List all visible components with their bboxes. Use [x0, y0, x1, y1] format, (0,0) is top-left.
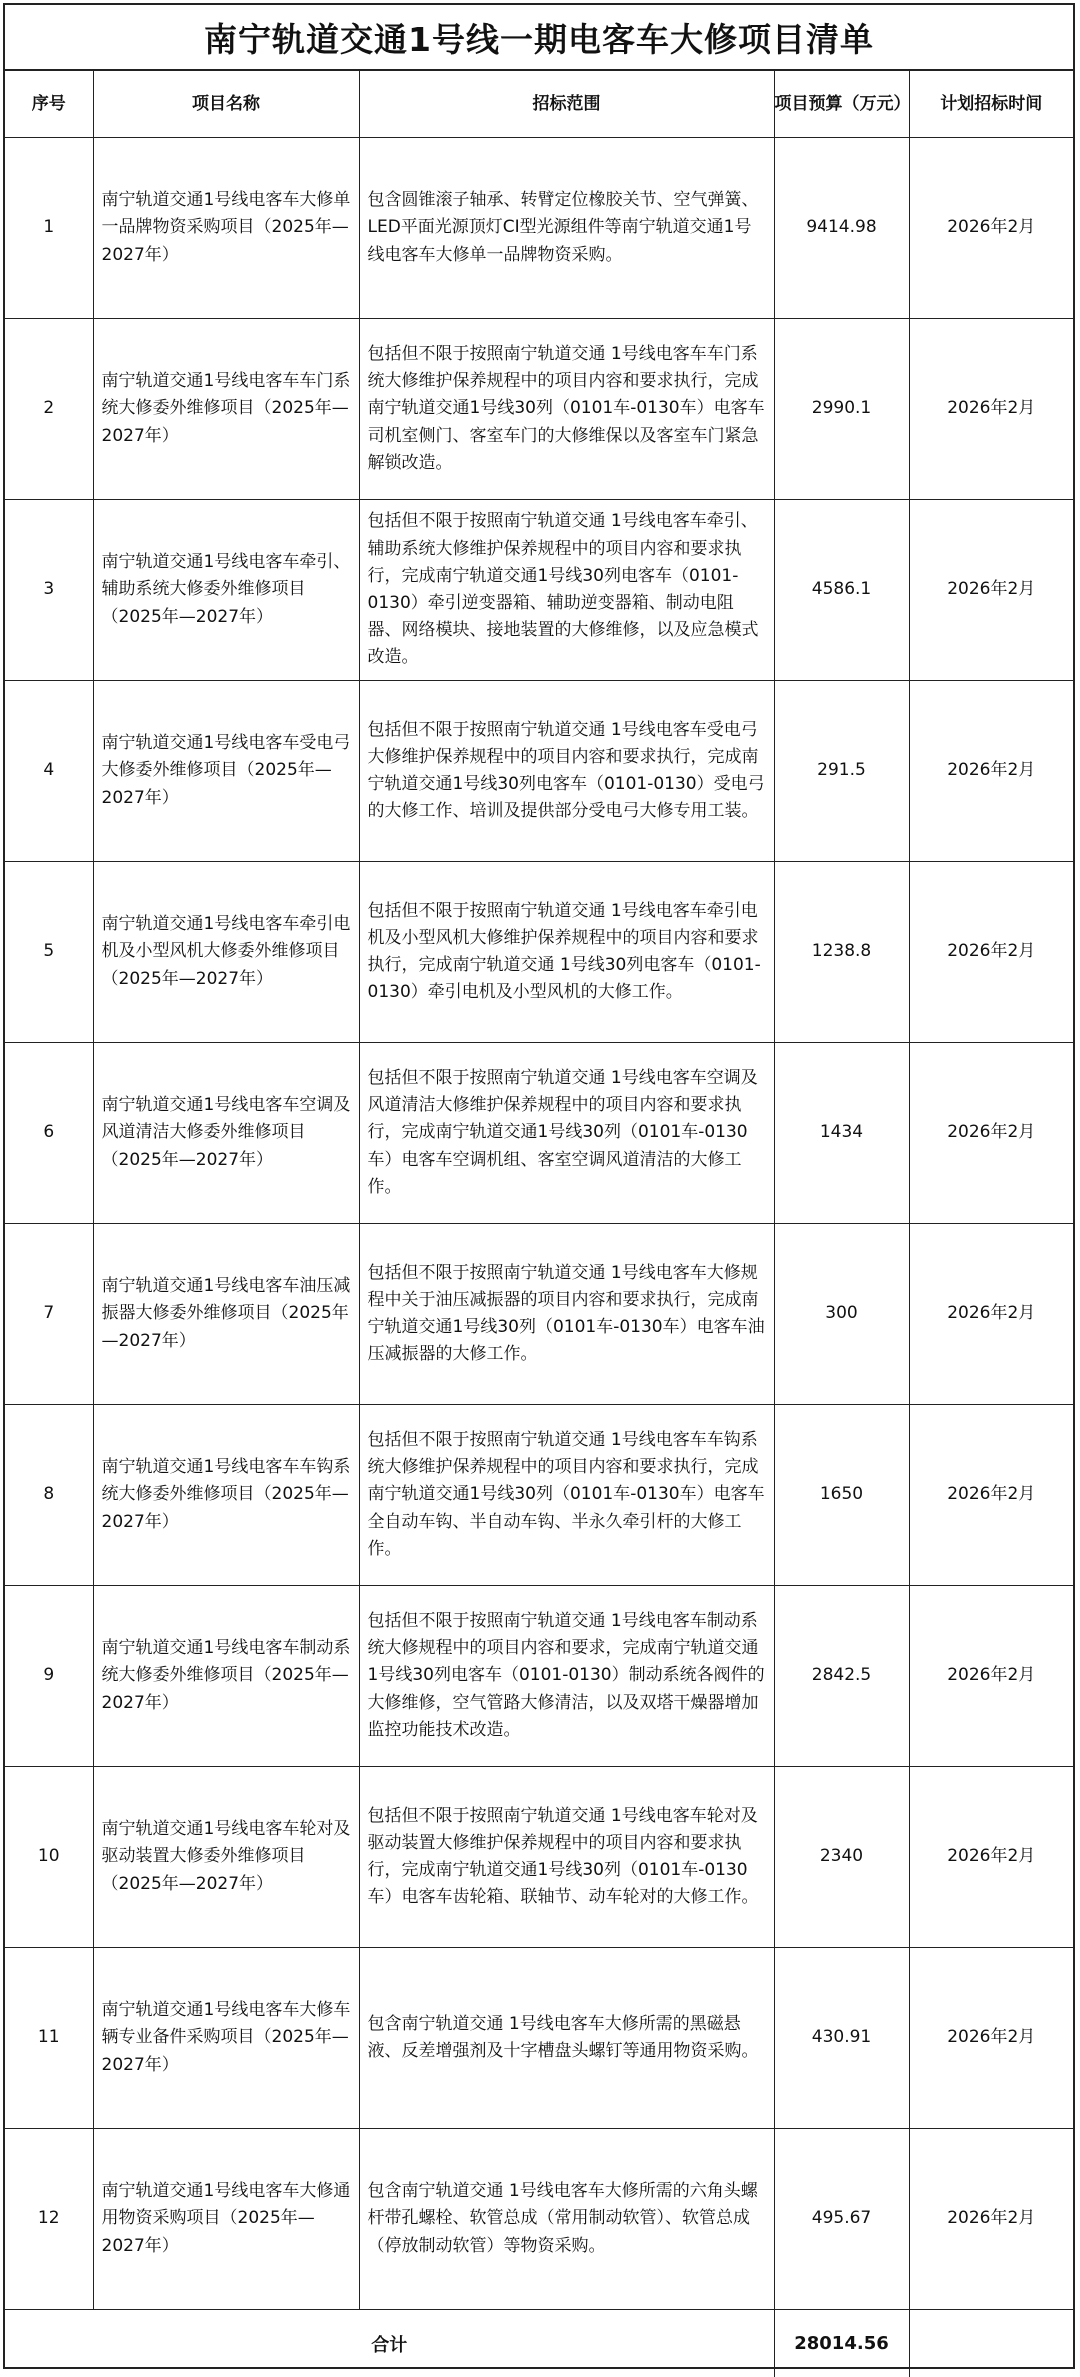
row-project-name: 南宁轨道交通1号线电客车油压减振器大修委外维修项目（2025年—2027年） — [93, 1224, 359, 1405]
table-row — [5, 1043, 1073, 1224]
row-time: 2026年2月 — [909, 319, 1073, 500]
row-seq: 5 — [5, 862, 93, 1043]
header-time-label: 计划招标时间 — [940, 94, 1042, 114]
header-budget — [774, 71, 909, 138]
row-seq: 12 — [5, 2129, 93, 2310]
row-time: 2026年2月 — [909, 1948, 1073, 2129]
row-project-name: 南宁轨道交通1号线电客车大修单一品牌物资采购项目（2025年—2027年） — [93, 138, 359, 319]
row-scope: 包含圆锥滚子轴承、转臂定位橡胶关节、空气弹簧、LED平面光源顶灯CI型光源组件等南宁轨道交通1号线电客车大修单一品牌物资采购。 — [359, 138, 774, 319]
row-scope: 包括但不限于按照南宁轨道交通 1号线电客车大修规程中关于油压减振器的项目内容和要求执行，完成南宁轨道交通1号线30列（0101车-0130车）电客车油压减振器的大修工作。 — [359, 1224, 774, 1405]
row-scope: 包括但不限于按照南宁轨道交通 1号线电客车受电弓大修维护保养规程中的项目内容和要求执行，完成南宁轨道交通1号线30列电客车（0101-0130）受电弓的大修工作、培训及提供部分受电弓大修专用工装。 — [359, 681, 774, 862]
row-scope: 包括但不限于按照南宁轨道交通 1号线电客车车门系统大修维护保养规程中的项目内容和要求执行，完成南宁轨道交通1号线30列（0101车-0130车）电客车司机室侧门、客室车门的大修维保以及客室车门紧急解锁改造。 — [359, 319, 774, 500]
header-name: 项目名称 — [93, 71, 359, 138]
row-seq: 3 — [5, 500, 93, 681]
header-row — [5, 71, 1073, 138]
row-budget: 1238.8 — [774, 862, 909, 1043]
row-time: 2026年2月 — [909, 1224, 1073, 1405]
row-scope: 包括但不限于按照南宁轨道交通 1号线电客车制动系统大修规程中的项目内容和要求，完成南宁轨道交通1号线30列电客车（0101-0130）制动系统各阀件的大修维修，空气管路大修清洁，以及双塔干燥器增加监控功能技术改造。 — [359, 1586, 774, 1767]
total-value: 28014.56 — [774, 2310, 909, 2377]
row-budget: 9414.98 — [774, 138, 909, 319]
header-budget-label: 项目预算（万元） — [775, 94, 911, 114]
row-project-name: 南宁轨道交通1号线电客车车门系统大修委外维修项目（2025年—2027年） — [93, 319, 359, 500]
row-project-name: 南宁轨道交通1号线电客车轮对及驱动装置大修委外维修项目（2025年—2027年） — [93, 1767, 359, 1948]
row-time: 2026年2月 — [909, 500, 1073, 681]
row-time: 2026年2月 — [909, 1043, 1073, 1224]
row-project-name: 南宁轨道交通1号线电客车牵引、辅助系统大修委外维修项目（2025年—2027年） — [93, 500, 359, 681]
header-seq: 序号 — [5, 71, 93, 138]
row-budget: 1434 — [774, 1043, 909, 1224]
table-row — [5, 862, 1073, 1043]
total-row — [5, 2310, 1073, 2377]
row-seq: 9 — [5, 1586, 93, 1767]
row-budget: 300 — [774, 1224, 909, 1405]
row-scope: 包括但不限于按照南宁轨道交通 1号线电客车轮对及驱动装置大修维护保养规程中的项目内容和要求执行，完成南宁轨道交通1号线30列（0101车-0130车）电客车齿轮箱、联轴节、动车轮对的大修工作。 — [359, 1767, 774, 1948]
project-list-sheet — [3, 3, 1075, 2369]
row-seq: 6 — [5, 1043, 93, 1224]
table-row — [5, 1767, 1073, 1948]
header-time — [909, 71, 1073, 138]
row-seq: 8 — [5, 1405, 93, 1586]
row-seq: 7 — [5, 1224, 93, 1405]
row-budget: 291.5 — [774, 681, 909, 862]
table-row — [5, 681, 1073, 862]
row-project-name: 南宁轨道交通1号线电客车制动系统大修委外维修项目（2025年—2027年） — [93, 1586, 359, 1767]
row-project-name: 南宁轨道交通1号线电客车空调及风道清洁大修委外维修项目（2025年—2027年） — [93, 1043, 359, 1224]
row-project-name: 南宁轨道交通1号线电客车受电弓大修委外维修项目（2025年—2027年） — [93, 681, 359, 862]
row-project-name: 南宁轨道交通1号线电客车大修车辆专业备件采购项目（2025年—2027年） — [93, 1948, 359, 2129]
row-scope: 包含南宁轨道交通 1号线电客车大修所需的黑磁悬液、反差增强剂及十字槽盘头螺钉等通用物资采购。 — [359, 1948, 774, 2129]
table-row — [5, 138, 1073, 319]
row-seq: 11 — [5, 1948, 93, 2129]
header-scope: 招标范围 — [359, 71, 774, 138]
total-time — [909, 2310, 1073, 2377]
table-row — [5, 500, 1073, 681]
row-project-name: 南宁轨道交通1号线电客车车钩系统大修委外维修项目（2025年—2027年） — [93, 1405, 359, 1586]
row-time: 2026年2月 — [909, 681, 1073, 862]
row-time: 2026年2月 — [909, 2129, 1073, 2310]
table-row — [5, 1405, 1073, 1586]
row-time: 2026年2月 — [909, 138, 1073, 319]
row-scope: 包括但不限于按照南宁轨道交通 1号线电客车空调及风道清洁大修维护保养规程中的项目内容和要求执行，完成南宁轨道交通1号线30列（0101车-0130车）电客车空调机组、客室空调风道清洁的大修工作。 — [359, 1043, 774, 1224]
row-scope: 包括但不限于按照南宁轨道交通 1号线电客车车钩系统大修维护保养规程中的项目内容和要求执行，完成南宁轨道交通1号线30列（0101车-0130车）电客车全自动车钩、半自动车钩、半永久牵引杆的大修工作。 — [359, 1405, 774, 1586]
table-row — [5, 1586, 1073, 1767]
row-seq: 1 — [5, 138, 93, 319]
row-time: 2026年2月 — [909, 1405, 1073, 1586]
table-row — [5, 319, 1073, 500]
table-row — [5, 1948, 1073, 2129]
row-seq: 4 — [5, 681, 93, 862]
row-seq: 10 — [5, 1767, 93, 1948]
table-row — [5, 1224, 1073, 1405]
row-time: 2026年2月 — [909, 862, 1073, 1043]
row-project-name: 南宁轨道交通1号线电客车牵引电机及小型风机大修委外维修项目（2025年—2027年） — [93, 862, 359, 1043]
row-budget: 1650 — [774, 1405, 909, 1586]
row-time: 2026年2月 — [909, 1586, 1073, 1767]
project-table — [5, 71, 1073, 2377]
row-budget: 430.91 — [774, 1948, 909, 2129]
document-title: 南宁轨道交通1号线一期电客车大修项目清单 — [5, 5, 1073, 71]
row-time: 2026年2月 — [909, 1767, 1073, 1948]
row-project-name: 南宁轨道交通1号线电客车大修通用物资采购项目（2025年—2027年） — [93, 2129, 359, 2310]
row-scope: 包括但不限于按照南宁轨道交通 1号线电客车牵引、辅助系统大修维护保养规程中的项目内容和要求执行，完成南宁轨道交通1号线30列电客车（0101-0130）牵引逆变器箱、辅助逆变器箱、制动电阻器、网络模块、接地装置的大修维修，以及应急模式改造。 — [359, 500, 774, 681]
row-budget: 495.67 — [774, 2129, 909, 2310]
row-scope: 包含南宁轨道交通 1号线电客车大修所需的六角头螺杆带孔螺栓、软管总成（常用制动软管）、软管总成（停放制动软管）等物资采购。 — [359, 2129, 774, 2310]
row-seq: 2 — [5, 319, 93, 500]
row-budget: 2340 — [774, 1767, 909, 1948]
row-budget: 2842.5 — [774, 1586, 909, 1767]
row-budget: 2990.1 — [774, 319, 909, 500]
row-scope: 包括但不限于按照南宁轨道交通 1号线电客车牵引电机及小型风机大修维护保养规程中的项目内容和要求执行，完成南宁轨道交通 1号线30列电客车（0101-0130）牵引电机及小型风机的大修工作。 — [359, 862, 774, 1043]
table-row — [5, 2129, 1073, 2310]
total-label: 合计 — [5, 2310, 774, 2377]
row-budget: 4586.1 — [774, 500, 909, 681]
